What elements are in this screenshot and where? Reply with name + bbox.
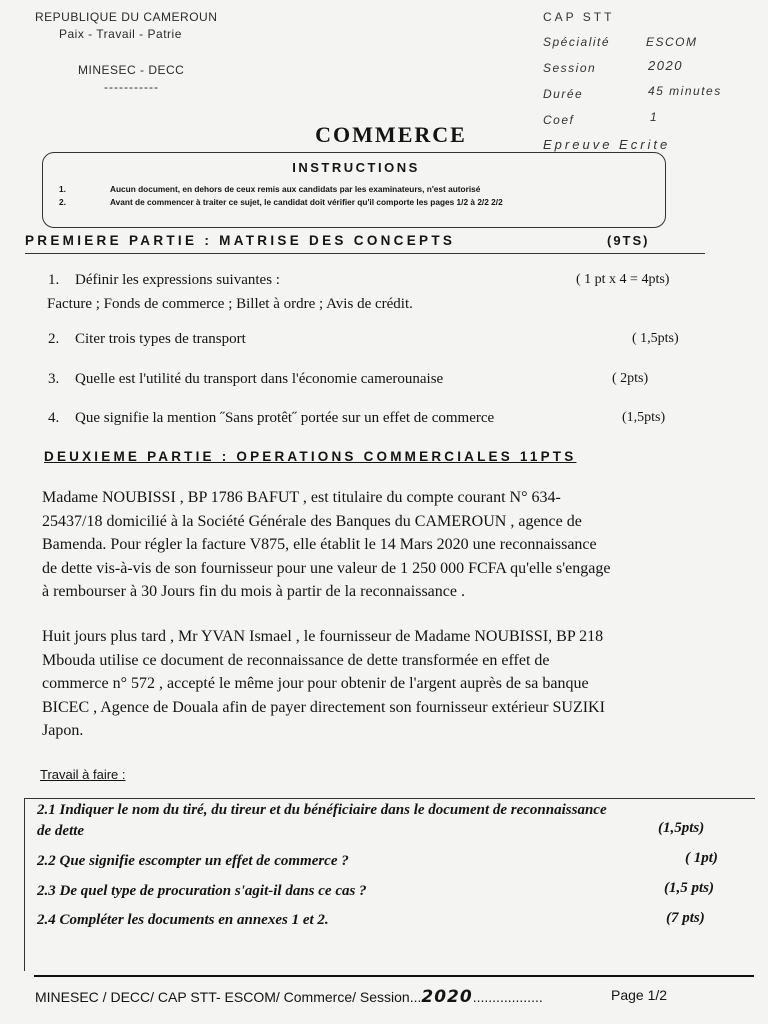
instruction-text-1: Aucun document, en dehors de ceux remis aux candidats par les examinateurs, n'est autorisé bbox=[110, 184, 481, 194]
instruction-num-1: 1. bbox=[59, 184, 66, 194]
ministry: MINESEC - DECC bbox=[78, 63, 185, 77]
case-p2-line-5: Japon. bbox=[42, 722, 84, 739]
footer-reference-text: MINESEC / DECC/ CAP STT- ESCOM/ Commerce/ Session bbox=[35, 989, 410, 1005]
task-2-4-text: 2.4 Compléter les documents en annexes 1 et 2. bbox=[37, 912, 329, 928]
case-p1-line-4: de dette vis-à-vis de son fournisseur pour une valeur de 1 250 000 FCFA qu'elle s'engage bbox=[42, 559, 611, 577]
case-p2-line-1: Huit jours plus tard , Mr YVAN Ismael , le fournisseur de Madame NOUBISSI, BP 218 bbox=[42, 628, 604, 645]
duree-label: Durée bbox=[543, 87, 584, 101]
page-title: COMMERCE bbox=[315, 122, 467, 147]
specialite-label: Spécialité bbox=[543, 35, 611, 49]
case-p2-line-2: Mbouda utilise ce document de reconnaissance de dette transformée en effet de bbox=[42, 651, 550, 669]
part1-divider bbox=[25, 253, 705, 254]
task-2-2-text: 2.2 Que signifie escompter un effet de commerce ? bbox=[37, 853, 349, 869]
instruction-text-2: Avant de commencer à traiter ce sujet, le candidat doit vérifier qu'il comporte les pages 1/2 à 2/2 2/2 bbox=[110, 197, 503, 207]
footer-dots-after: .................. bbox=[472, 989, 543, 1005]
question-1-points: ( 1 pt x 4 = 4pts) bbox=[576, 272, 670, 287]
coef-label: Coef bbox=[543, 113, 575, 127]
task-2-2-points: ( 1pt) bbox=[685, 850, 718, 866]
part1-title: PREMIERE PARTIE : MATRISE DES CONCEPTS bbox=[25, 233, 456, 248]
question-2-points: ( 1,5pts) bbox=[632, 331, 679, 346]
header-dashes: ----------- bbox=[104, 80, 159, 94]
session-label: Session bbox=[543, 61, 597, 75]
question-1-text: Définir les expressions suivantes : bbox=[75, 272, 280, 288]
instruction-num-2: 2. bbox=[59, 197, 66, 207]
part2-title: DEUXIEME PARTIE : OPERATIONS COMMERCIALES 11PTS bbox=[44, 449, 577, 464]
question-3-text: Quelle est l'utilité du transport dans l'économie camerounaise bbox=[75, 371, 444, 387]
task-2-1-points: (1,5pts) bbox=[658, 820, 705, 836]
travail-heading: Travail à faire : bbox=[40, 767, 126, 782]
session-value: 2020 bbox=[648, 58, 683, 73]
national-motto: Paix - Travail - Patrie bbox=[59, 27, 182, 41]
specialite-value: ESCOM bbox=[646, 35, 698, 49]
duree-value: 45 minutes bbox=[648, 84, 722, 98]
case-p2-line-4: BICEC , Agence de Douala afin de payer directement son fournisseur extérieur SUZIKI bbox=[42, 698, 605, 716]
case-paragraph-1 bbox=[42, 486, 739, 604]
case-p1-line-3: Bamenda. Pour régler la facture V875, elle établit le 14 Mars 2020 une reconnaissance bbox=[42, 536, 597, 553]
task-2-1-line-2: de dette bbox=[37, 823, 85, 839]
question-4-points: (1,5pts) bbox=[622, 410, 666, 425]
footer-divider bbox=[34, 975, 754, 977]
task-2-3-points: (1,5 pts) bbox=[664, 880, 714, 896]
question-2-text: Citer trois types de transport bbox=[75, 331, 246, 347]
case-p1-line-2: 25437/18 domicilié à la Société Générale des Banques du CAMEROUN , agence de bbox=[42, 512, 582, 530]
epreuve-type: Epreuve Ecrite bbox=[543, 137, 671, 152]
case-p1-line-5: à rembourser à 30 Jours fin du mois à partir de la reconnaissance . bbox=[42, 583, 465, 600]
coef-value: 1 bbox=[650, 110, 659, 124]
footer-dots-before: ... bbox=[409, 989, 422, 1005]
task-2-3-text: 2.3 De quel type de procuration s'agit-il dans ce cas ? bbox=[37, 883, 367, 899]
footer-session-handwritten: 2020 bbox=[421, 987, 473, 1007]
case-p1-line-1: Madame NOUBISSI , BP 1786 BAFUT , est titulaire du compte courant N° 634- bbox=[42, 489, 561, 506]
question-3-num: 3. bbox=[48, 371, 60, 387]
question-2-num: 2. bbox=[48, 331, 60, 347]
task-2-4-points: (7 pts) bbox=[666, 910, 705, 926]
exam-name: CAP STT bbox=[543, 10, 615, 24]
question-3-points: ( 2pts) bbox=[612, 371, 649, 386]
country-name: REPUBLIQUE DU CAMEROUN bbox=[35, 10, 218, 24]
footer-reference bbox=[35, 987, 543, 1007]
question-1-num: 1. bbox=[48, 272, 60, 288]
question-4-text: Que signifie la mention ˝Sans protêt˝ portée sur un effet de commerce bbox=[75, 410, 495, 426]
part1-points: (9TS) bbox=[607, 233, 650, 248]
case-p2-line-3: commerce n° 572 , accepté le même jour pour obtenir de l'argent auprès de sa banque bbox=[42, 675, 589, 692]
instructions-title: INSTRUCTIONS bbox=[292, 160, 420, 175]
page-number: Page 1/2 bbox=[611, 987, 668, 1003]
case-paragraph-2 bbox=[42, 625, 739, 743]
question-1-sub: Facture ; Fonds de commerce ; Billet à ordre ; Avis de crédit. bbox=[47, 296, 413, 312]
task-2-1-line-1: 2.1 Indiquer le nom du tiré, du tireur et du bénéficiaire dans le document de reconnaissance bbox=[37, 802, 607, 818]
question-4-num: 4. bbox=[48, 410, 60, 426]
